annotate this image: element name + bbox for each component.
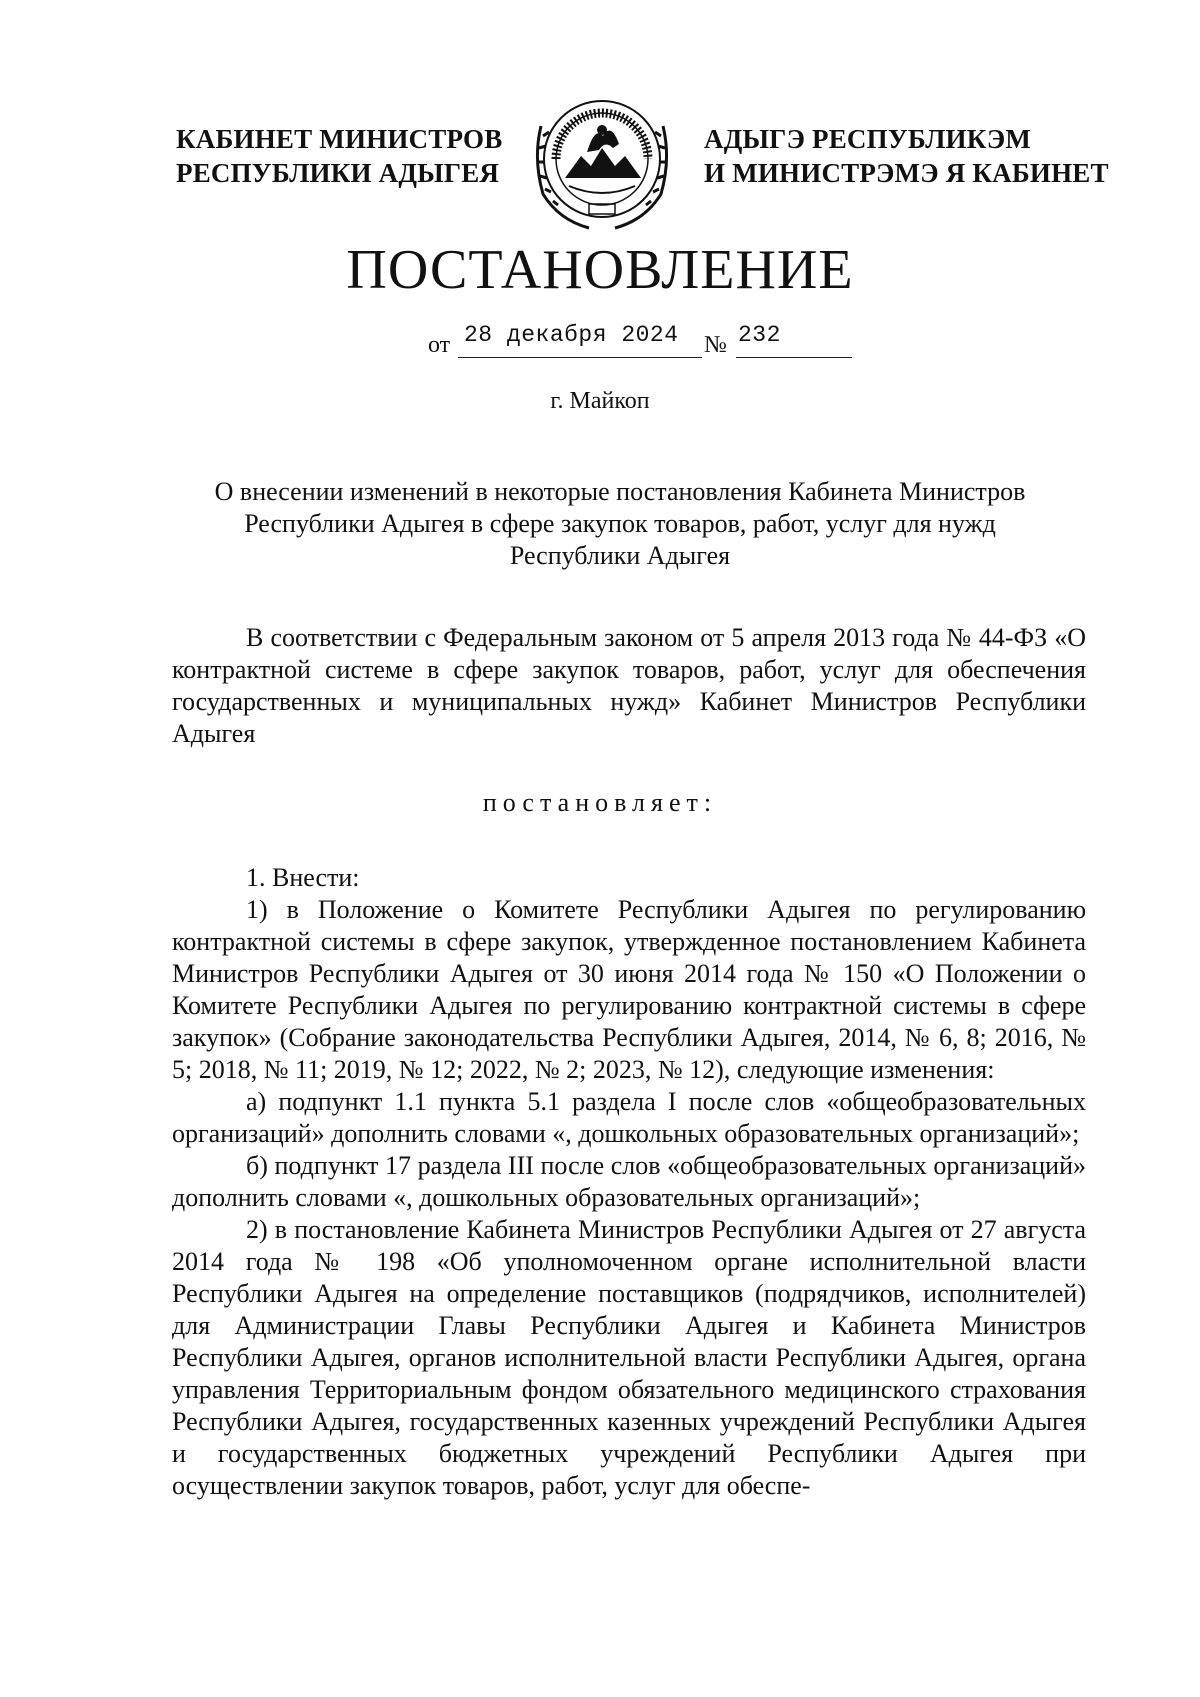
decree-items	[172, 862, 1086, 1502]
org-name-russian-line2: РЕСПУБЛИКИ АДЫГЕЯ	[176, 158, 500, 188]
number-label: №	[704, 332, 727, 358]
document-date: 28 декабря 2024	[464, 322, 679, 348]
decree-word: постановляет:	[482, 788, 718, 817]
city: г. Майкоп	[550, 388, 650, 414]
intro-section	[172, 622, 1086, 750]
subject-line2: Республики Адыгея в сфере закупок товаров, работ, услуг для нужд	[244, 509, 996, 538]
org-name-adyghe	[704, 122, 1109, 190]
subject-line1: О внесении изменений в некоторые постановления Кабинета Министров	[214, 477, 1026, 506]
org-name-russian	[176, 122, 502, 190]
subject-line3: Республики Адыгея	[509, 541, 731, 570]
item-1-1-a: а) подпункт 1.1 пункта 5.1 раздела I после слов «общеобразовательных организаций» дополнить словами «, дошкольных образовательных организаций»;	[172, 1087, 1086, 1148]
date-label: от	[428, 332, 451, 358]
number-underline	[736, 357, 852, 358]
item-1-2: 2) в постановление Кабинета Министров Республики Адыгея от 27 августа 2014 года № 198 «Об уполномоченном органе исполнительной власти Республики Адыгея на определение поставщиков (подрядчиков, исполнителей) для Администрации Главы Республики Адыгея и Кабинета Министров Республики Адыгея, органов исполнительной власти Республики Адыгея, органа управления Территориальным фондом обязательного медицинского страхования Республики Адыгея, государственных казенных учреждений Республики Адыгея и государственных бюджетных учреждений Республики Адыгея при осуществлении закупок товаров, работ, услуг для обеспе-	[172, 1215, 1086, 1500]
item-1-1-b: б) подпункт 17 раздела III после слов «общеобразовательных организаций» дополнить словами «, дошкольных образовательных организаций»;	[172, 1151, 1086, 1212]
item-1: 1. Внести:	[246, 863, 360, 892]
document-subject	[170, 476, 1070, 572]
document-number: 232	[738, 322, 781, 348]
intro-paragraph: В соответствии с Федеральным законом от 5 апреля 2013 года № 44-ФЗ «О контрактной системе в сфере закупок товаров, работ, услуг для обеспечения государственных и муниципальных нужд» Кабинет Министров Республики Адыгея	[172, 623, 1086, 748]
document-type-title: ПОСТАНОВЛЕНИЕ	[346, 239, 854, 301]
org-name-adyghe-line2: И МИНИСТРЭМЭ Я КАБИНЕТ	[704, 158, 1109, 188]
date-underline	[458, 357, 702, 358]
item-1-1: 1) в Положение о Комитете Республики Адыгея по регулированию контрактной системы в сфере закупок, утвержденное постановлением Кабинета Министров Республики Адыгея от 30 июня 2014 года № 150 «О Положении о Комитете Республики Адыгея по регулированию контрактной системы в сфере закупок» (Собрание законодательства Республики Адыгея, 2014, № 6, 8; 2016, № 5; 2018, № 11; 2019, № 12; 2022, № 2; 2023, № 12), следующие изменения:	[172, 895, 1086, 1084]
org-name-russian-line1: КАБИНЕТ МИНИСТРОВ	[176, 124, 503, 154]
org-name-adyghe-line1: АДЫГЭ РЕСПУБЛИКЭМ	[704, 124, 1032, 154]
coat-of-arms-icon	[529, 86, 675, 232]
